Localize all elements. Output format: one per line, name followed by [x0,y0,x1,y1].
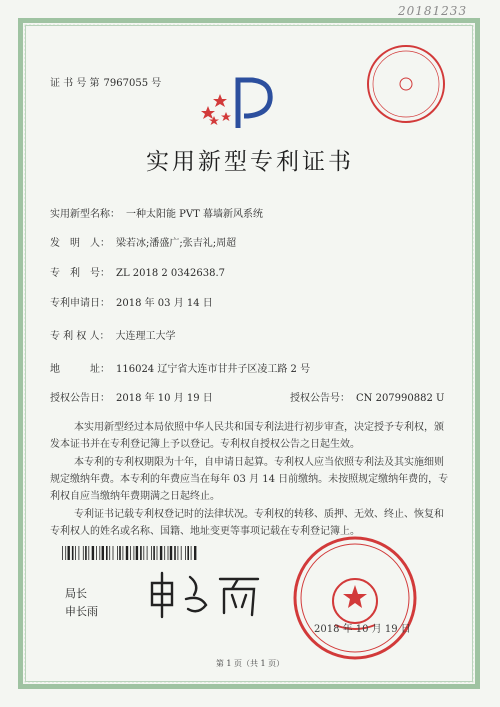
field-value: 116024 辽宁省大连市甘井子区凌工路 2 号 [116,364,311,375]
field-label: 专利申请日： [50,298,110,309]
red-seal-top-right [364,42,448,126]
field-label: 发 明 人： [50,238,110,249]
field-label: 实用新型名称： [50,209,120,220]
field-label: 专 利 号： [50,268,110,279]
field-label: 授权公告号： [290,393,350,404]
field-value: 梁若冰;潘盛广;张吉礼;周超 [116,238,237,249]
field-grant-number [290,393,444,405]
field-grant-date [50,393,213,405]
paragraph-legal-status: 专利证书记载专利权登记时的法律状况。专利权的转移、质押、无效、终止、恢复和专利权人的姓名或名称、国籍、地址变更等事项记载在专利登记簿上。 [50,509,444,537]
certificate-number-label: 证 书 号 第 [50,78,100,89]
handwritten-number: 20181233 [398,4,468,18]
page-number: 第 1 页（共 1 页） [215,659,285,668]
handwritten-signature [140,565,270,620]
signature-name: 申长雨 [65,605,98,618]
field-value: CN 207990882 U [356,393,445,404]
seal-date: 2018 年 10 月 19 日 [314,624,411,635]
paragraph-term: 本专利的专利权期限为十年，自申请日起算。专利权人应当依照专利法及其实施细则规定缴纳年费。本专利的年费应当在每年 03 月 14 日前缴纳。未按照规定缴纳年费的，专利权自应当缴纳年费期满之日起终止。 [50,457,449,502]
field-application-date [50,298,213,310]
paragraph-grant: 本实用新型经过本局依照中华人民共和国专利法进行初步审查，决定授予专利权，颁发本证书并在专利登记簿上予以登记。专利权自授权公告之日起生效。 [50,422,444,450]
field-patent-number [50,268,225,280]
field-label: 授权公告日： [50,393,110,404]
sipo-logo [200,74,280,130]
field-value: 大连理工大学 [115,331,176,342]
certificate-number [50,74,161,89]
field-value: 一种太阳能 PVT 幕墙新风系统 [126,209,263,220]
certificate-number-value: 7967055 号 [103,78,162,89]
field-value: ZL 2018 2 0342638.7 [116,268,226,279]
field-value: 2018 年 10 月 19 日 [116,393,213,404]
field-label: 专 利 权 人： [50,331,110,342]
barcode [62,546,198,560]
field-inventors [50,238,236,250]
field-label: 地 址： [50,364,110,375]
certificate-title: 实用新型专利证书 [146,149,354,175]
signature-title: 局长 [65,587,87,600]
cnipa-red-seal [290,533,420,663]
field-utility-model-name [50,209,263,221]
field-address [50,364,310,376]
field-patentee [50,331,176,343]
field-value: 2018 年 03 月 14 日 [116,298,213,309]
